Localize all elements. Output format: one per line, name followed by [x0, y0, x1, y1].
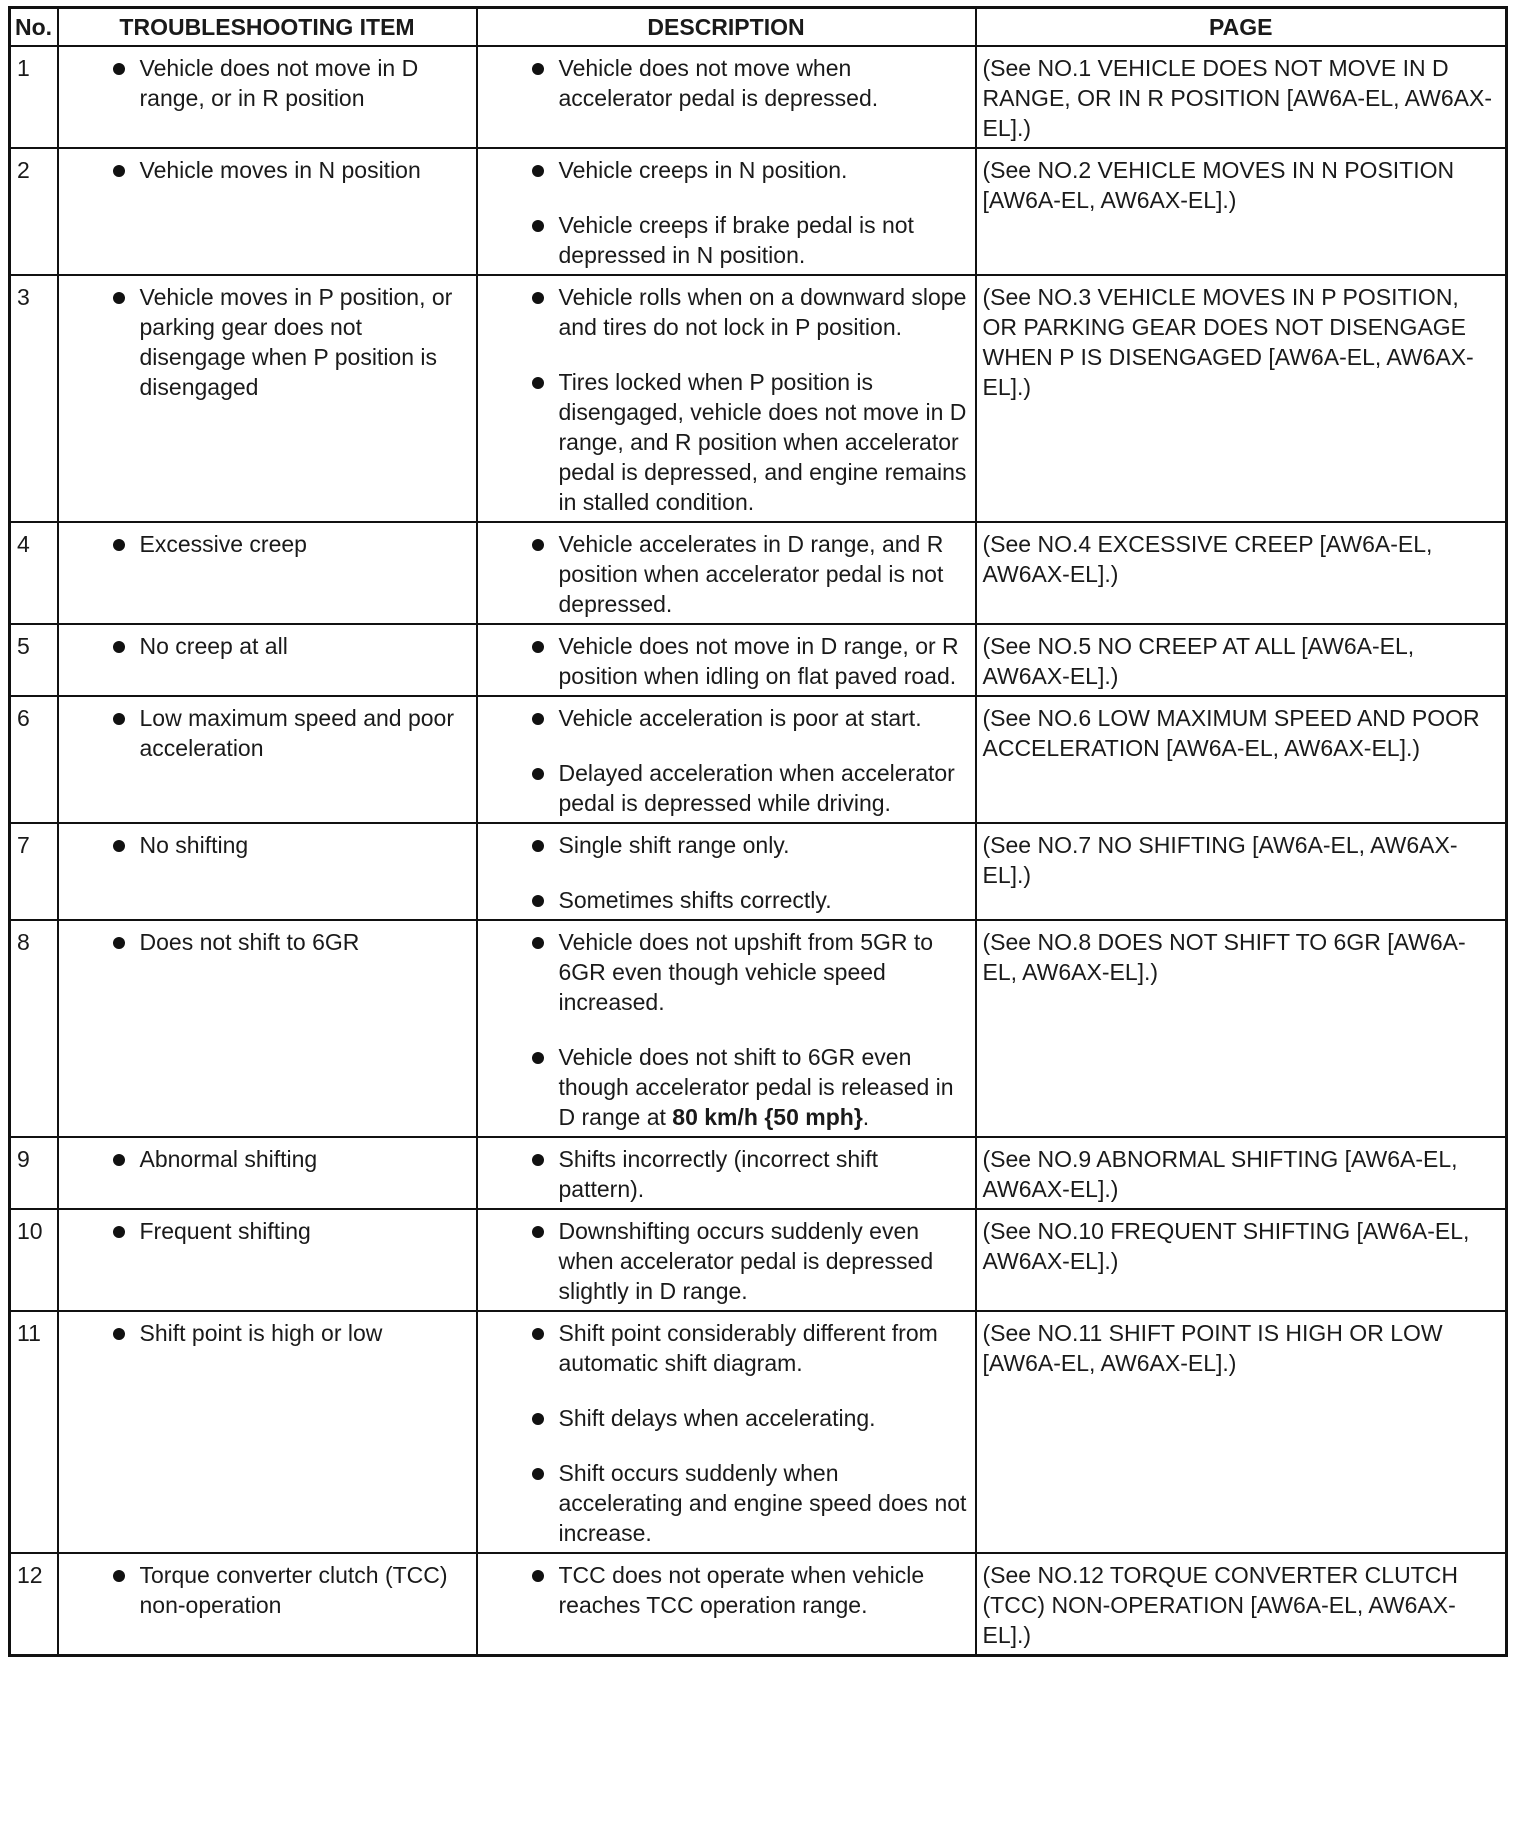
bullet-icon — [532, 1052, 544, 1064]
bullet-icon — [113, 641, 125, 653]
page-reference: (See NO.1 VEHICLE DOES NOT MOVE IN D RANGE, OR IN R POSITION [AW6A-EL, AW6AX-EL].) — [976, 46, 1507, 148]
list-item — [484, 155, 967, 185]
bullet-icon — [113, 63, 125, 75]
description-text: Sometimes shifts correctly. — [558, 887, 832, 913]
description-text: Downshifting occurs suddenly even when accelerator pedal is depressed slightly in D range. — [558, 1218, 934, 1304]
description-cell — [477, 624, 976, 696]
list-item — [484, 1458, 967, 1548]
list-item — [65, 703, 468, 763]
troubleshooting-item-cell — [58, 148, 477, 275]
header-troubleshooting-item: TROUBLESHOOTING ITEM — [58, 8, 477, 47]
troubleshooting-item-cell — [58, 1209, 477, 1311]
description-text: Single shift range only. — [558, 832, 790, 858]
bullet-icon — [113, 165, 125, 177]
troubleshooting-item-text: No creep at all — [139, 633, 288, 659]
list-item — [484, 282, 967, 342]
description-cell — [477, 823, 976, 920]
page-reference: (See NO.7 NO SHIFTING [AW6A-EL, AW6AX-EL].) — [976, 823, 1507, 920]
troubleshooting-item-text: Vehicle does not move in D range, or in R position — [139, 55, 419, 111]
table-row — [10, 823, 1507, 920]
list-item — [484, 703, 967, 733]
troubleshooting-item-text: Shift point is high or low — [139, 1320, 383, 1346]
description-text: Delayed acceleration when accelerator pedal is depressed while driving. — [558, 760, 955, 816]
header-no: No. — [10, 8, 58, 47]
list-item — [484, 1403, 967, 1433]
bullet-icon — [532, 840, 544, 852]
bullet-icon — [532, 713, 544, 725]
troubleshooting-item-text: Vehicle moves in N position — [139, 157, 421, 183]
description-text: Vehicle does not move in D range, or R position when idling on flat paved road. — [558, 633, 959, 689]
table-row — [10, 522, 1507, 624]
troubleshooting-item-text: No shifting — [139, 832, 249, 858]
page-reference: (See NO.8 DOES NOT SHIFT TO 6GR [AW6A-EL, AW6AX-EL].) — [976, 920, 1507, 1137]
list-item — [65, 927, 468, 957]
troubleshooting-item-text: Abnormal shifting — [139, 1146, 318, 1172]
description-text: Shift occurs suddenly when accelerating and engine speed does not increase. — [558, 1460, 967, 1546]
bullet-icon — [113, 840, 125, 852]
bullet-icon — [532, 1468, 544, 1480]
bullet-icon — [113, 1226, 125, 1238]
page-reference: (See NO.9 ABNORMAL SHIFTING [AW6A-EL, AW6AX-EL].) — [976, 1137, 1507, 1209]
bullet-icon — [532, 292, 544, 304]
troubleshooting-item-cell — [58, 522, 477, 624]
description-cell — [477, 1553, 976, 1656]
row-number: 11 — [10, 1311, 58, 1553]
description-cell — [477, 1311, 976, 1553]
list-item — [484, 1216, 967, 1306]
list-item — [484, 1144, 967, 1204]
table-row — [10, 1311, 1507, 1553]
description-text: Vehicle creeps if brake pedal is not depressed in N position. — [558, 212, 914, 268]
troubleshooting-item-text: Torque converter clutch (TCC) non-operation — [139, 1562, 448, 1618]
bullet-icon — [532, 1226, 544, 1238]
description-text: Shift point considerably different from automatic shift diagram. — [558, 1320, 938, 1376]
troubleshooting-item-text: Does not shift to 6GR — [139, 929, 360, 955]
troubleshooting-item-text: Low maximum speed and poor acceleration — [139, 705, 454, 761]
list-item — [484, 1560, 967, 1620]
page-reference: (See NO.2 VEHICLE MOVES IN N POSITION [AW6A-EL, AW6AX-EL].) — [976, 148, 1507, 275]
list-item — [65, 529, 468, 559]
table-row — [10, 624, 1507, 696]
bullet-icon — [532, 768, 544, 780]
list-item — [65, 1144, 468, 1174]
list-item — [484, 367, 967, 517]
table-row — [10, 148, 1507, 275]
description-text-suffix: . — [862, 1104, 870, 1130]
description-text: Vehicle accelerates in D range, and R position when accelerator pedal is not depressed. — [558, 531, 944, 617]
description-cell — [477, 920, 976, 1137]
bullet-icon — [532, 641, 544, 653]
bullet-icon — [113, 1328, 125, 1340]
row-number: 5 — [10, 624, 58, 696]
list-item — [65, 53, 468, 113]
table-row — [10, 920, 1507, 1137]
troubleshooting-item-text: Vehicle moves in P position, or parking gear does not disengage when P position is disengaged — [139, 284, 453, 400]
bullet-icon — [532, 377, 544, 389]
row-number: 8 — [10, 920, 58, 1137]
bullet-icon — [532, 895, 544, 907]
row-number: 4 — [10, 522, 58, 624]
list-item — [65, 1216, 468, 1246]
description-text: Vehicle acceleration is poor at start. — [558, 705, 922, 731]
list-item — [484, 53, 967, 113]
troubleshooting-item-cell — [58, 46, 477, 148]
bullet-icon — [113, 937, 125, 949]
troubleshooting-item-cell — [58, 1553, 477, 1656]
list-item — [484, 830, 967, 860]
bullet-icon — [113, 713, 125, 725]
troubleshooting-item-cell — [58, 1137, 477, 1209]
troubleshooting-item-cell — [58, 624, 477, 696]
page-reference: (See NO.6 LOW MAXIMUM SPEED AND POOR ACCELERATION [AW6A-EL, AW6AX-EL].) — [976, 696, 1507, 823]
description-text: Shifts incorrectly (incorrect shift pattern). — [558, 1146, 879, 1202]
bullet-icon — [532, 1328, 544, 1340]
description-text: Vehicle creeps in N position. — [558, 157, 848, 183]
description-cell — [477, 46, 976, 148]
description-text: Shift delays when accelerating. — [558, 1405, 876, 1431]
table-header-row — [10, 8, 1507, 47]
troubleshooting-item-cell — [58, 1311, 477, 1553]
list-item — [484, 210, 967, 270]
row-number: 7 — [10, 823, 58, 920]
list-item — [65, 282, 468, 402]
list-item — [484, 1318, 967, 1378]
list-item — [65, 1560, 468, 1620]
list-item — [484, 1042, 967, 1132]
bullet-icon — [532, 1154, 544, 1166]
bullet-icon — [113, 1154, 125, 1166]
troubleshooting-item-text: Frequent shifting — [139, 1218, 311, 1244]
page-reference: (See NO.4 EXCESSIVE CREEP [AW6A-EL, AW6AX-EL].) — [976, 522, 1507, 624]
table-row — [10, 275, 1507, 522]
page-reference: (See NO.12 TORQUE CONVERTER CLUTCH (TCC) NON-OPERATION [AW6A-EL, AW6AX-EL].) — [976, 1553, 1507, 1656]
header-description: DESCRIPTION — [477, 8, 976, 47]
row-number: 6 — [10, 696, 58, 823]
speed-value: 80 km/h {50 mph} — [672, 1104, 863, 1130]
description-cell — [477, 275, 976, 522]
list-item — [65, 830, 468, 860]
bullet-icon — [113, 1570, 125, 1582]
bullet-icon — [532, 63, 544, 75]
row-number: 12 — [10, 1553, 58, 1656]
description-cell — [477, 696, 976, 823]
row-number: 9 — [10, 1137, 58, 1209]
bullet-icon — [532, 937, 544, 949]
description-text: Vehicle rolls when on a downward slope and tires do not lock in P position. — [558, 284, 967, 340]
list-item — [484, 927, 967, 1017]
description-text: Tires locked when P position is disengaged, vehicle does not move in D range, and R position when accelerator pedal is depressed, and engine remains in stalled condition. — [558, 369, 967, 515]
description-cell — [477, 522, 976, 624]
list-item — [65, 631, 468, 661]
description-cell — [477, 1137, 976, 1209]
list-item — [484, 758, 967, 818]
header-page: PAGE — [976, 8, 1507, 47]
row-number: 3 — [10, 275, 58, 522]
bullet-icon — [532, 539, 544, 551]
bullet-icon — [532, 1413, 544, 1425]
list-item — [65, 1318, 468, 1348]
table-row — [10, 46, 1507, 148]
bullet-icon — [113, 292, 125, 304]
page-reference: (See NO.5 NO CREEP AT ALL [AW6A-EL, AW6AX-EL].) — [976, 624, 1507, 696]
row-number: 2 — [10, 148, 58, 275]
troubleshooting-item-cell — [58, 696, 477, 823]
row-number: 10 — [10, 1209, 58, 1311]
troubleshooting-item-cell — [58, 275, 477, 522]
troubleshooting-item-cell — [58, 823, 477, 920]
table-row — [10, 1137, 1507, 1209]
bullet-icon — [532, 165, 544, 177]
bullet-icon — [113, 539, 125, 551]
troubleshooting-table — [8, 6, 1508, 1657]
bullet-icon — [532, 220, 544, 232]
list-item — [65, 155, 468, 185]
description-text: TCC does not operate when vehicle reaches TCC operation range. — [558, 1562, 925, 1618]
list-item — [484, 529, 967, 619]
page-reference: (See NO.11 SHIFT POINT IS HIGH OR LOW [AW6A-EL, AW6AX-EL].) — [976, 1311, 1507, 1553]
table-row — [10, 1209, 1507, 1311]
description-text-prefix: Vehicle does not shift to 6GR even though accelerator pedal is released in D range at — [558, 1044, 954, 1130]
troubleshooting-item-text: Excessive creep — [139, 531, 307, 557]
bullet-icon — [532, 1570, 544, 1582]
description-text: Vehicle does not move when accelerator pedal is depressed. — [558, 55, 879, 111]
description-cell — [477, 1209, 976, 1311]
list-item — [484, 885, 967, 915]
description-cell — [477, 148, 976, 275]
description-text: Vehicle does not upshift from 5GR to 6GR even though vehicle speed increased. — [558, 929, 934, 1015]
table-row — [10, 1553, 1507, 1656]
list-item — [484, 631, 967, 691]
troubleshooting-item-cell — [58, 920, 477, 1137]
table-row — [10, 696, 1507, 823]
page-reference: (See NO.10 FREQUENT SHIFTING [AW6A-EL, AW6AX-EL].) — [976, 1209, 1507, 1311]
page-reference: (See NO.3 VEHICLE MOVES IN P POSITION, OR PARKING GEAR DOES NOT DISENGAGE WHEN P IS DISENGAGED [AW6A-EL, AW6AX-EL].) — [976, 275, 1507, 522]
row-number: 1 — [10, 46, 58, 148]
